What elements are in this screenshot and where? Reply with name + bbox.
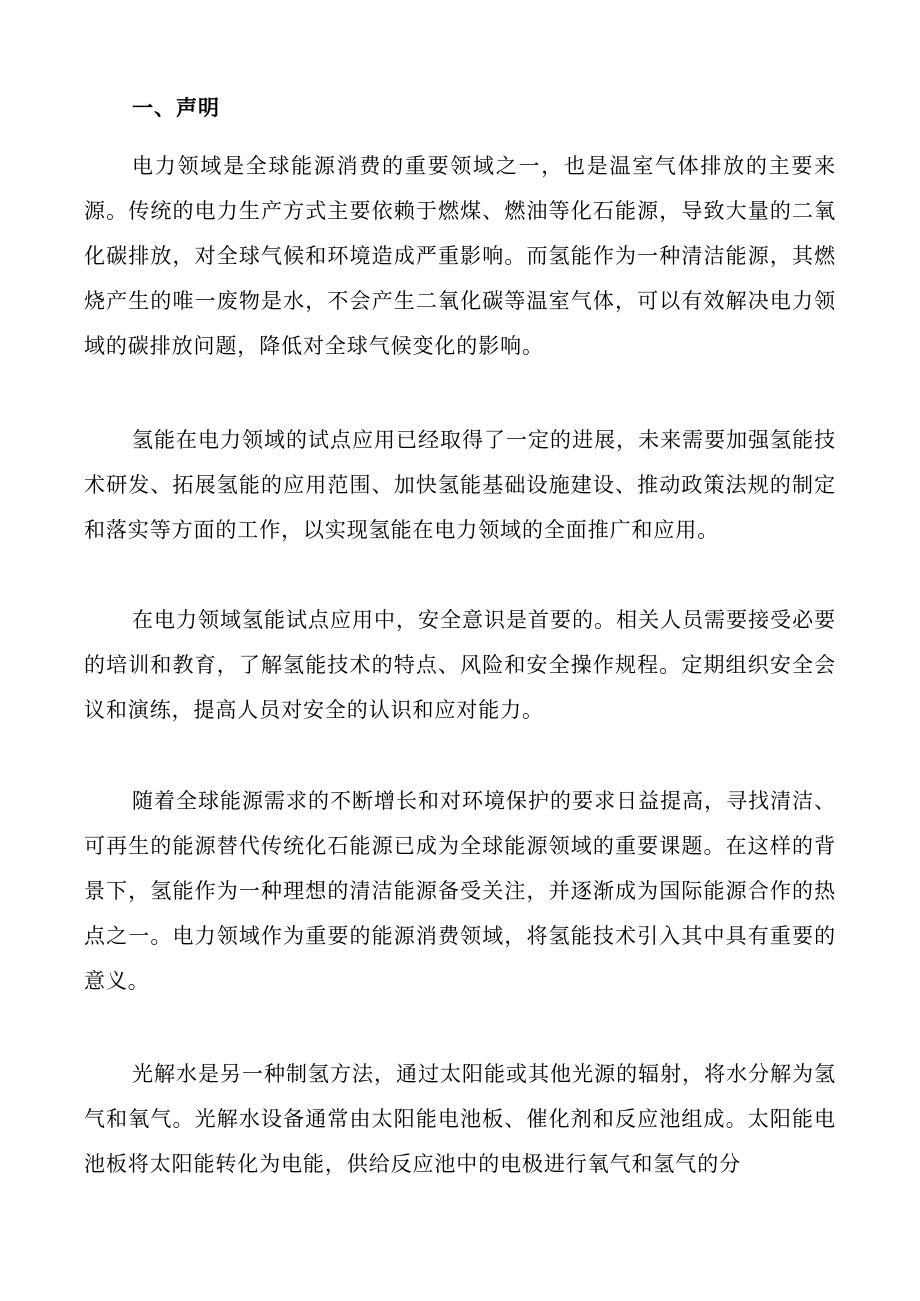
paragraph-4: 随着全球能源需求的不断增长和对环境保护的要求日益提高，寻找清洁、可再生的能源替代传统化石能源已成为全球能源领域的重要课题。在这样的背景下，氢能作为一种理想的清洁能源备受关注，并逐渐成为国际能源合作的热点之一。电力领域作为重要的能源消费领域，将氢能技术引入其中具有重要的意义。 (84, 789, 836, 993)
paragraph-3: 在电力领域氢能试点应用中，安全意识是首要的。相关人员需要接受必要的培训和教育，了解氢能技术的特点、风险和安全操作规程。定期组织安全会议和演练，提高人员对安全的认识和应对能力。 (84, 608, 836, 722)
section-heading: 一、声明 (132, 95, 220, 120)
paragraph-2: 氢能在电力领域的试点应用已经取得了一定的进展，未来需要加强氢能技术研发、拓展氢能的应用范围、加快氢能基础设施建设、推动政策法规的制定和落实等方面的工作，以实现氢能在电力领域的全面推广和应用。 (84, 428, 836, 542)
paragraph-5: 光解水是另一种制氢方法，通过太阳能或其他光源的辐射，将水分解为氢气和氧气。光解水设备通常由太阳能电池板、催化剂和反应池组成。太阳能电池板将太阳能转化为电能，供给反应池中的电极进行氧气和氢气的分 (84, 1062, 836, 1176)
paragraph-1: 电力领域是全球能源消费的重要领域之一，也是温室气体排放的主要来源。传统的电力生产方式主要依赖于燃煤、燃油等化石能源，导致大量的二氧化碳排放，对全球气候和环境造成严重影响。而氢能作为一种清洁能源，其燃烧产生的唯一废物是水，不会产生二氧化碳等温室气体，可以有效解决电力领域的碳排放问题，降低对全球气候变化的影响。 (84, 154, 836, 358)
